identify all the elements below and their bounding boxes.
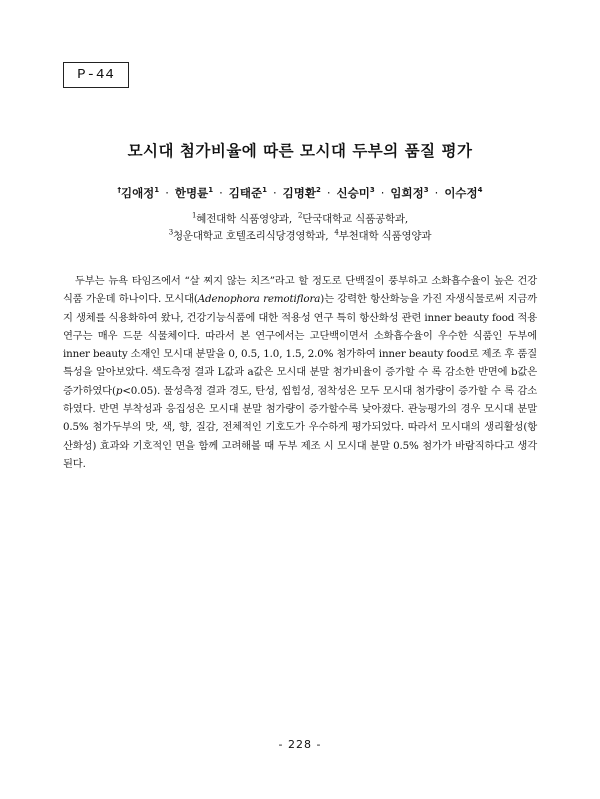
page-number: - 228 -	[278, 738, 322, 751]
author: †김애정$^1$	[117, 186, 160, 200]
author: 임희정$^3$	[390, 186, 429, 200]
affiliation: $^1$혜전대학 식품영양과,	[191, 211, 293, 225]
author-separator: ·	[219, 186, 223, 200]
affiliation-line-1	[0, 211, 600, 226]
author-separator: ·	[272, 186, 277, 200]
session-code-box	[63, 62, 129, 88]
author-separator: ·	[380, 186, 385, 200]
author-list	[0, 185, 600, 201]
author-separator: ·	[165, 186, 169, 200]
scientific-name: Adenophora remotiflora	[197, 293, 321, 306]
p-value-symbol: p	[115, 384, 123, 397]
author: 신승미$^3$	[336, 186, 375, 200]
affiliation: $^2$단국대학교 식품공학과,	[298, 211, 408, 225]
author-separator: ·	[434, 186, 439, 200]
author-separator: ·	[326, 186, 331, 200]
affiliation: $^3$청운대학교 호텔조리식당경영학과,	[168, 228, 329, 242]
author: 한명륜$^1$	[174, 186, 214, 200]
affiliation-line-2	[0, 228, 600, 243]
paper-title: 모시대 첨가비율에 따른 모시대 두부의 품질 평가	[127, 142, 473, 160]
author: 김명환$^2$	[282, 186, 321, 200]
session-code: P-44	[77, 67, 115, 83]
author: 김태준$^1$	[228, 186, 267, 200]
affiliation: $^4$부천대학 식품영양과	[334, 228, 432, 242]
author: 이수정$^4$	[444, 186, 483, 200]
abstract-body: 두부는 뉴욕 타임즈에서 “살 찌지 않는 치즈”라고 할 정도로 단백질이 풍부하고 소화흡수율이 높은 건강식품 가운데 하나이다. 모시대(Adenophora remotiflora)는 강력한 항산화능을 가진 자생식물로써 지금까지 생체를 식용화하여 왔나, 건강기능식품에 대한 적용성 연구 특히 항산화성 관련 inner beauty food 적용연구는 매우 드문 식물체이다. 따라서 본 연구에서는 고단백이면서 소화흡수율이 우수한 식품인 두부에 inner beauty 소재인 모시대 분말을 0, 0.5, 1.0, 1.5, 2.0% 첨가하여 inner beauty food로 제조 후 품질특성을 알아보았다. 색도측정 결과 L값과 a값은 모시대 분말 첨가비율이 증가할 수 록 감소한 반면에 b값은 증가하였다(p<0.05). 물성측정 결과 경도, 탄성, 씹힘성, 점착성은 모두 모시대 첨가량이 증가할 수 록 감소하였다. 반면 부착성과 응집성은 모시대 분말 첨가량이 증가할수록 낮아졌다. 관능평가의 경우 모시대 분말 0.5% 첨가두부의 맛, 색, 향, 질감, 전체적인 기호도가 우수하게 평가되었다. 따라서 모시대의 생리활성(항산화성) 효과와 기호적인 면을 함께 고려해볼 때 두부 제조 시 모시대 분말 0.5% 첨가가 바람직하다고 생각된다.	[63, 275, 538, 470]
